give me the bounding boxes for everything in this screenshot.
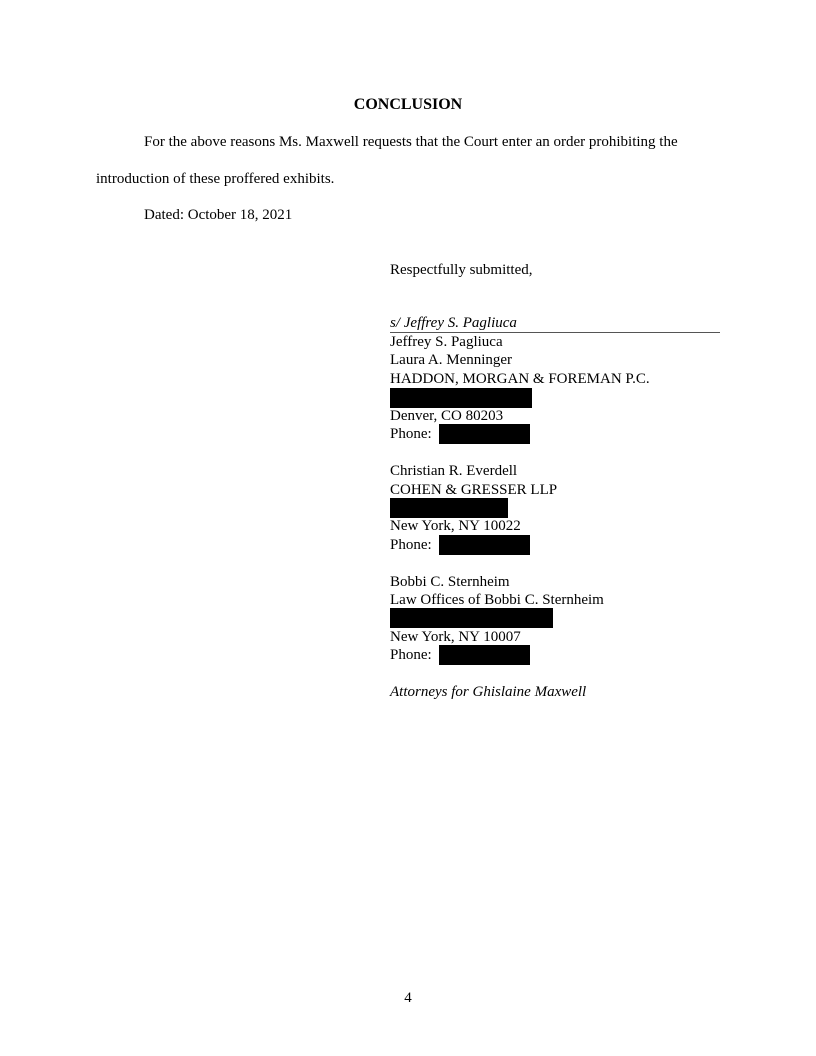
redacted-phone-block — [439, 424, 530, 444]
page-number: 4 — [404, 990, 412, 1006]
firm-city-new-york-10022: New York, NY 10022 — [390, 518, 521, 534]
redacted-address-block — [390, 388, 532, 408]
dated-line: Dated: October 18, 2021 — [144, 207, 293, 223]
attorney-name-sternheim: Bobbi C. Sternheim — [390, 574, 510, 590]
firm-name-haddon: HADDON, MORGAN & FOREMAN P.C. — [390, 371, 650, 387]
attorney-name-pagliuca: Jeffrey S. Pagliuca — [390, 334, 503, 350]
attorneys-role: Attorneys for Ghislaine Maxwell — [390, 684, 587, 700]
conclusion-paragraph-line-1: For the above reasons Ms. Maxwell requests that the Court enter an order prohibiting the — [144, 134, 678, 150]
firm-name-cohen: COHEN & GRESSER LLP — [390, 482, 558, 498]
phone-label-firm3: Phone: — [390, 647, 432, 663]
redacted-phone-block — [439, 645, 530, 665]
conclusion-paragraph-line-2: introduction of these proffered exhibits. — [96, 171, 335, 187]
conclusion-heading: CONCLUSION — [353, 96, 463, 113]
attorney-name-menninger: Laura A. Menninger — [390, 352, 513, 368]
signature-line — [390, 314, 720, 333]
phone-label-firm1: Phone: — [390, 426, 432, 442]
closing-text: Respectfully submitted, — [390, 262, 533, 278]
firm-city-denver: Denver, CO 80203 — [390, 408, 504, 424]
firm-name-sternheim: Law Offices of Bobbi C. Sternheim — [390, 592, 604, 608]
redacted-address-block — [390, 608, 553, 628]
phone-label-firm2: Phone: — [390, 537, 432, 553]
attorney-name-everdell: Christian R. Everdell — [390, 463, 518, 479]
firm-city-new-york-10007: New York, NY 10007 — [390, 629, 521, 645]
electronic-signature: s/ Jeffrey S. Pagliuca — [390, 315, 517, 331]
redacted-phone-block — [439, 535, 530, 555]
redacted-address-block — [390, 498, 508, 518]
